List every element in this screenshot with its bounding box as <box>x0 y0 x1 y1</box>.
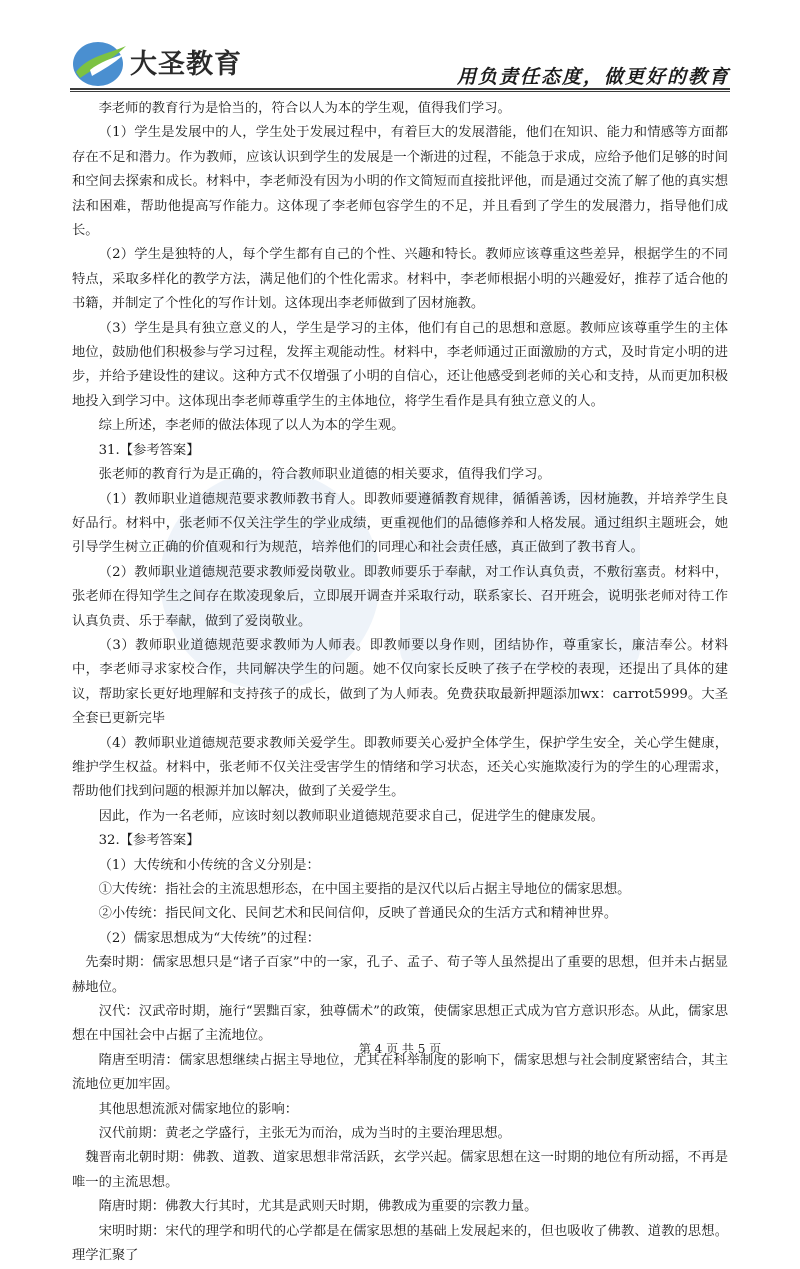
paragraph: （1）大传统和小传统的含义分别是： <box>98 857 320 873</box>
paragraph: 综上所述，李老师的做法体现了以人为本的学生观。 <box>98 418 405 434</box>
section-heading: 32.【参考答案】 <box>98 833 200 849</box>
paragraph: （1）教师职业道德规范要求教师教书育人。即教师要遵循教育规律，循循善诱，因材施教，并培养学生良好品行。材料中，张老师不仅关注学生的学业成绩，更重视他们的品德修养和人格发展。通过组织主题班会，她引导学生树立正确的价值观和行为规范，培养他们的同理心和社会责任感，真正做到了教书育人。 <box>72 491 728 556</box>
header-slogan: 用负责任态度，做更好的教育 <box>456 66 730 88</box>
paragraph: （2）教师职业道德规范要求教师爱岗敬业。即教师要乐于奉献，对工作认真负责，不敷衍塞责。材料中，张老师在得知学生之间存在欺凌现象后，立即展开调查并采取行动，联系家长、召开班会，说明张老师对待工作认真负责、乐于奉献，做到了爱岗敬业。 <box>72 564 728 629</box>
paragraph: 汉代前期：黄老之学盛行，主张无为而治，成为当时的主要治理思想。 <box>98 1126 511 1142</box>
paragraph: ①大传统：指社会的主流思想形态，在中国主要指的是汉代以后占据主导地位的儒家思想。 <box>98 882 631 897</box>
paragraph: 张老师的教育行为是正确的，符合教师职业道德的相关要求，值得我们学习。 <box>98 467 551 483</box>
paragraph: 隋唐至明清：儒家思想继续占据主导地位，尤其在科举制度的影响下，儒家思想与社会制度紧密结合，其主流地位更加牢固。 <box>72 1052 728 1093</box>
paragraph: （3）学生是具有独立意义的人，学生是学习的主体，他们有自己的思想和意愿。教师应该尊重学生的主体地位，鼓励他们积极参与学习过程，发挥主观能动性。材料中，李老师通过正面激励的方式，及时肯定小明的进步，并给予建设性的建议。这种方式不仅增强了小明的自信心，还让他感受到老师的关心和支持，从而更加积极地投入到学习中。这体现出李老师尊重学生的主体地位，将学生看作是具有独立意义的人。 <box>72 320 728 409</box>
paragraph: 隋唐时期：佛教大行其时，尤其是武则天时期，佛教成为重要的宗教力量。 <box>98 1199 538 1215</box>
paragraph: 李老师的教育行为是恰当的，符合以人为本的学生观，值得我们学习。 <box>98 101 511 116</box>
dasheng-logo-icon <box>70 36 130 88</box>
header-rule-thin <box>70 91 730 92</box>
paragraph: 其他思想流派对儒家地位的影响： <box>98 1101 299 1117</box>
answer-content <box>72 97 728 1269</box>
header-rule <box>70 88 730 90</box>
paragraph: 先秦时期：儒家思想只是“诸子百家”中的一家，孔子、孟子、荀子等人虽然提出了重要的思想，但并未占据显赫地位。 <box>72 955 728 995</box>
brand-name: 大圣教育 <box>130 49 242 80</box>
paragraph: 因此，作为一名老师，应该时刻以教师职业道德规范要求自己，促进学生的健康发展。 <box>98 808 604 824</box>
paragraph: （1）学生是发展中的人，学生处于发展过程中，有着巨大的发展潜能，他们在知识、能力和情感等方面都存在不足和潜力。作为教师，应该认识到学生的发展是一个渐进的过程，不能急于求成，应给予他们足够的时间和空间去探索和成长。材料中，李老师没有因为小明的作文简短而直接批评他，而是通过交流了解了他的真实想法和困难，帮助他提高写作能力。这体现了李老师包容学生的不足，并且看到了学生的发展潜力，指导他们成长。 <box>72 125 728 239</box>
paragraph: （3）教师职业道德规范要求教师为人师表。即教师要以身作则，团结协作，尊重家长，廉洁奉公。材料中，李老师寻求家校合作，共同解决学生的问题。她不仅向家长反映了孩子在学校的表现，还提出了具体的建议，帮助家长更好地理解和支持孩子的成长，做到了为人师表。免费获取最新押题添加wx：carrot5999。大圣全套已更新完毕 <box>72 637 728 727</box>
paragraph: （2）学生是独特的人，每个学生都有自己的个性、兴趣和特长。教师应该尊重这些差异，根据学生的不同特点，采取多样化的教学方法，满足他们的个性化需求。材料中，李老师根据小明的兴趣爱好，推荐了适合他的书籍，并制定了个性化的写作计划。这体现出李老师做到了因材施教。 <box>72 247 728 312</box>
page-number: 第 4 页 共 5 页 <box>358 1042 442 1056</box>
page-header <box>0 0 800 96</box>
paragraph: （2）儒家思想成为“大传统”的过程： <box>98 930 321 946</box>
paragraph: ②小传统：指民间文化、民间艺术和民间信仰，反映了普通民众的生活方式和精神世界。 <box>98 906 618 922</box>
section-heading: 31.【参考答案】 <box>98 442 200 458</box>
paragraph: 魏晋南北朝时期：佛教、道教、道家思想非常活跃，玄学兴起。儒家思想在这一时期的地位有所动摇，不再是唯一的主流思想。 <box>72 1150 728 1190</box>
paragraph: 宋明时期：宋代的理学和明代的心学都是在儒家思想的基础上发展起来的，但也吸收了佛教、道教的思想。理学汇聚了 <box>72 1223 728 1264</box>
paragraph: （4）教师职业道德规范要求教师关爱学生。即教师要关心爱护全体学生，保护学生安全，关心学生健康，维护学生权益。材料中，张老师不仅关注受害学生的情绪和学习状态，还关心实施欺凌行为的学生的心理需求，帮助他们找到问题的根源并加以解决，做到了关爱学生。 <box>72 735 728 800</box>
paragraph: 汉代：汉武帝时期，施行“罢黜百家，独尊儒术”的政策，使儒家思想正式成为官方意识形态。从此，儒家思想在中国社会中占据了主流地位。 <box>72 1004 728 1044</box>
